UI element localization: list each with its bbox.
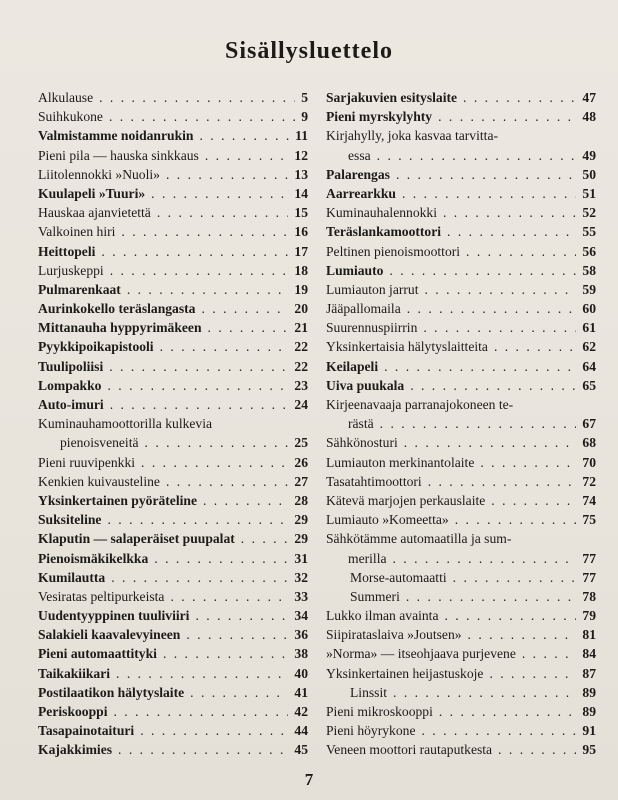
toc-entry [326, 88, 596, 107]
dot-leader [145, 433, 289, 452]
toc-entry-title: Sähkönosturi [326, 435, 398, 451]
toc-entry-title: Tasapainotaituri [38, 723, 135, 739]
toc-entry [38, 491, 308, 510]
toc-entry [38, 222, 308, 241]
toc-entry-page: 18 [294, 262, 308, 278]
toc-entry-page: 89 [582, 704, 596, 719]
toc-entry-page: 65 [582, 377, 596, 393]
toc-entry [38, 337, 308, 356]
toc-entry-page: 33 [294, 588, 308, 604]
toc-entry [38, 261, 308, 280]
toc-entry-title: Hauskaa ajanvietettä [38, 205, 151, 221]
dot-leader [195, 606, 288, 625]
dot-leader [114, 702, 289, 721]
toc-entry-title: Lumiauton jarrut [326, 281, 419, 297]
toc-entry-page: 77 [582, 550, 596, 566]
dot-leader [109, 357, 288, 376]
toc-entry-page: 28 [294, 492, 308, 508]
dot-leader [241, 529, 289, 548]
toc-entry [38, 146, 308, 165]
toc-entry-page: 13 [294, 166, 308, 182]
dot-leader [140, 721, 288, 740]
toc-entry-page: 81 [582, 627, 596, 643]
toc-entry-page: 49 [582, 147, 596, 163]
toc-entry [38, 126, 308, 145]
toc-entry-title: Suurennuspiirrin [326, 320, 418, 336]
toc-entry-page: 25 [294, 435, 308, 451]
toc-entry-title: rästä [348, 416, 374, 432]
dot-leader [186, 625, 288, 644]
dot-leader [455, 510, 577, 529]
toc-entry [326, 587, 596, 606]
toc-entry [326, 606, 596, 625]
toc-entry [326, 184, 596, 203]
dot-leader [410, 376, 576, 395]
toc-entry-title: Pieni mikroskooppi [326, 704, 433, 719]
toc-entry-page: 36 [294, 627, 308, 643]
toc-entry-title: Taikakiikari [38, 665, 111, 681]
dot-leader [384, 357, 576, 376]
toc-entry-page: 32 [294, 569, 308, 585]
toc-entry-page: 40 [294, 665, 308, 681]
toc-entry-title: Pieni myrskylyhty [326, 109, 433, 125]
toc-entry-title: Kätevä marjojen perkauslaite [326, 492, 486, 508]
dot-leader [425, 280, 577, 299]
toc-entry [38, 721, 308, 740]
toc-entry-page: 59 [582, 281, 596, 297]
dot-leader [396, 165, 576, 184]
toc-entry-page: 70 [582, 454, 596, 470]
toc-entry-page: 67 [582, 416, 596, 432]
toc-entry-title: Kuminauhalennokki [326, 205, 437, 221]
toc-entry-title: Pyykkipoikapistooli [38, 339, 154, 355]
toc-entry [38, 203, 308, 222]
dot-leader [402, 184, 576, 203]
toc-entry-title: Jääpallomaila [326, 301, 401, 317]
toc-entry-title: Lumiauto »Komeetta» [326, 512, 449, 528]
toc-entry-title: Postilaatikon hälytyslaite [38, 684, 185, 700]
toc-entry [326, 261, 596, 280]
toc-entry-page: 17 [294, 243, 308, 259]
toc-entry [326, 299, 596, 318]
page-title: Sisällysluettelo [224, 38, 393, 64]
toc-entry-title: Summeri [350, 588, 400, 604]
dot-leader [423, 318, 576, 337]
dot-leader [428, 472, 577, 491]
toc-entry [38, 299, 308, 318]
toc-entry [38, 357, 308, 376]
toc-entry-title: Aarrearkku [326, 185, 396, 201]
dot-leader [453, 568, 577, 587]
toc-entry-page: 38 [294, 646, 308, 662]
toc-entry-page: 56 [582, 243, 596, 259]
toc-entry-page: 44 [294, 723, 308, 739]
toc-entry [38, 587, 308, 606]
dot-leader [205, 146, 289, 165]
toc-entry [38, 376, 308, 395]
toc-entry [38, 549, 308, 568]
dot-leader [166, 472, 288, 491]
toc-entry-page: 16 [294, 224, 308, 240]
toc-entry-title: Uudentyyppinen tuuliviiri [38, 608, 190, 624]
toc-entry [38, 472, 308, 491]
toc-entry-title: Lumiauto [326, 262, 384, 278]
toc-entry-page: 95 [582, 742, 596, 758]
toc-entry-page: 61 [582, 320, 596, 336]
dot-leader [489, 664, 576, 683]
toc-entry [326, 376, 596, 395]
toc-entry-page: 60 [582, 301, 596, 317]
toc-entry-title: Pieni automaattityki [38, 646, 157, 662]
toc-entry [38, 625, 308, 644]
toc-entry-page: 21 [294, 320, 308, 336]
dot-leader [522, 644, 577, 663]
toc-entry [38, 606, 308, 625]
toc-entry [326, 664, 596, 683]
toc-entry [326, 453, 596, 472]
toc-entry-title: Salakieli kaavalevyineen [38, 627, 181, 643]
toc-entry-title: Peltinen pienoismoottori [326, 243, 461, 259]
toc-entry [326, 472, 596, 491]
toc-entry-page: 45 [294, 742, 308, 758]
dot-leader [107, 510, 288, 529]
toc-entry-title: Heittopeli [38, 243, 96, 259]
toc-entry-title: Liitolennokki »Nuoli» [38, 166, 160, 182]
toc-entry-title: Lukko ilman avainta [326, 608, 439, 624]
toc-entry [326, 395, 596, 433]
toc-entry [326, 126, 596, 164]
toc-entry [38, 318, 308, 337]
toc-column-right [326, 88, 596, 760]
toc-entry-title: Tuulipoliisi [38, 358, 104, 374]
toc-entry-title: Siipirataslaiva »Joutsen» [326, 627, 462, 643]
dot-leader [201, 299, 288, 318]
toc-entry [38, 395, 308, 414]
toc-entry-page: 31 [294, 550, 308, 566]
dot-leader [404, 433, 577, 452]
dot-leader [203, 491, 288, 510]
toc-entry-title: Lurjuskeppi [38, 262, 104, 278]
dot-leader [170, 587, 288, 606]
toc-entry [326, 702, 596, 721]
toc-entry-title: merilla [348, 550, 387, 566]
toc-entry-page: 9 [301, 109, 308, 125]
dot-leader [141, 453, 288, 472]
toc-entry-title: Suksiteline [38, 512, 102, 528]
toc-entry [326, 510, 596, 529]
toc-entry-title: Vesiratas peltipurkeista [38, 588, 165, 604]
toc-entry [326, 337, 596, 356]
toc-entry-page: 55 [582, 224, 596, 240]
toc-entry-title: Alkulause [38, 90, 94, 105]
dot-leader [116, 664, 288, 683]
toc-entry-title: Pulmarenkaat [38, 281, 121, 297]
toc-entry-page: 20 [294, 301, 308, 317]
toc-entry [326, 280, 596, 299]
toc-entry [326, 357, 596, 376]
dot-leader [109, 107, 295, 126]
toc-entry-page: 41 [294, 684, 308, 700]
dot-leader [498, 740, 576, 759]
toc-entry [326, 568, 596, 587]
toc-entry-title: Valkoinen hiri [38, 224, 116, 240]
dot-leader [107, 376, 288, 395]
toc-entry-title: Kirjeenavaaja parranajokoneen te- [326, 397, 514, 412]
toc-entry-page: 47 [582, 90, 596, 105]
dot-leader [127, 280, 289, 299]
toc-entry-title: Kajakkimies [38, 742, 113, 758]
toc-entry-page: 72 [582, 473, 596, 489]
dot-leader [445, 606, 577, 625]
toc-entry [326, 318, 596, 337]
toc-entry-page: 11 [295, 128, 308, 144]
toc-entry-page: 75 [582, 512, 596, 528]
page-number: 7 [304, 770, 314, 789]
dot-leader [99, 88, 295, 107]
toc-entry-title: Auto-imuri [38, 397, 104, 412]
dot-leader [110, 395, 289, 414]
toc-entry [38, 510, 308, 529]
toc-entry-page: 91 [582, 723, 596, 739]
toc-entry [38, 664, 308, 683]
toc-entry-page: 15 [294, 205, 308, 221]
toc-entry-title: pienoisveneitä [60, 435, 139, 451]
toc-entry [326, 433, 596, 452]
toc-entry-page: 58 [582, 262, 596, 278]
toc-entry-title: Veneen moottori rautaputkesta [326, 742, 493, 758]
toc-entry [326, 222, 596, 241]
dot-leader [163, 644, 288, 663]
dot-leader [468, 625, 577, 644]
toc-entry-title: Yksinkertainen pyöräteline [38, 492, 197, 508]
dot-leader [463, 88, 576, 107]
dot-leader [494, 337, 576, 356]
toc-entry-title: Sähkötämme automaatilla ja sum- [326, 531, 512, 547]
dot-leader [190, 683, 288, 702]
toc-entry-page: 87 [582, 665, 596, 681]
toc-entry [38, 88, 308, 107]
toc-entry-page: 64 [582, 358, 596, 374]
toc-entry [38, 165, 308, 184]
toc-entry-page: 19 [294, 281, 308, 297]
toc-entry-page: 77 [582, 569, 596, 585]
dot-leader [118, 740, 288, 759]
toc-entry-page: 78 [582, 588, 596, 604]
dot-leader [393, 549, 577, 568]
toc-entry-title: Kumilautta [38, 569, 106, 585]
toc-entry [38, 280, 308, 299]
toc-entry-title: Suihkukone [38, 109, 103, 125]
toc-entry [326, 107, 596, 126]
toc-entry-title: Valmistamme noidanrukin [38, 128, 194, 144]
toc-entry [38, 644, 308, 663]
toc-entry-title: Pieni ruuvipenkki [38, 454, 136, 470]
toc-entry-title: Kuulapeli »Tuuri» [38, 185, 146, 201]
toc-entry [38, 242, 308, 261]
dot-leader [393, 683, 576, 702]
toc-entry-title: Pieni höyrykone [326, 723, 416, 739]
dot-leader [157, 203, 289, 222]
toc-entry-title: Uiva puukala [326, 377, 405, 393]
toc-entry-title: Tasatahtimoottori [326, 473, 422, 489]
toc-entry [38, 107, 308, 126]
toc-entry-title: Periskooppi [38, 704, 108, 719]
toc-entry [326, 625, 596, 644]
toc-entry-title: Pienoismäkikelkka [38, 550, 149, 566]
toc-entry-page: 51 [582, 185, 596, 201]
toc-entry [326, 644, 596, 663]
toc-entry-page: 42 [294, 704, 308, 719]
toc-entry-title: Mittanauha hyppyrimäkeen [38, 320, 202, 336]
toc-entry-title: Yksinkertaisia hälytyslaitteita [326, 339, 488, 355]
toc-entry-page: 52 [582, 205, 596, 221]
dot-leader [380, 414, 577, 433]
toc-entry-page: 89 [582, 684, 596, 700]
dot-leader [466, 242, 576, 261]
toc-entry [38, 683, 308, 702]
toc-entry-title: Keilapeli [326, 358, 379, 374]
toc-entry-page: 14 [294, 185, 308, 201]
toc-entry-page: 34 [294, 608, 308, 624]
toc-entry-page: 12 [294, 147, 308, 163]
toc-entry-page: 48 [582, 109, 596, 125]
toc-entry-page: 29 [294, 531, 308, 547]
dot-leader [447, 222, 576, 241]
toc-entry-page: 22 [294, 358, 308, 374]
toc-entry-title: Yksinkertainen heijastuskoje [326, 665, 484, 681]
dot-leader [389, 261, 576, 280]
toc-entry [38, 414, 308, 452]
toc-entry-title: Morse-automaatti [350, 569, 447, 585]
toc-entry [326, 740, 596, 759]
dot-leader [407, 299, 577, 318]
toc-entry-title: Linssit [350, 684, 388, 700]
dot-leader [438, 107, 576, 126]
toc-entry-title: »Norma» — itseohjaava purjevene [326, 646, 516, 662]
dot-leader [121, 222, 288, 241]
toc-entry-page: 74 [582, 492, 596, 508]
toc-column-left [38, 88, 308, 760]
toc-entry-page: 50 [582, 166, 596, 182]
toc-entry-title: Palarengas [326, 166, 390, 182]
toc-entry-page: 26 [294, 454, 308, 470]
dot-leader [208, 318, 289, 337]
toc-entry [326, 165, 596, 184]
toc-entry [326, 721, 596, 740]
toc-entry [38, 568, 308, 587]
toc-entry [326, 529, 596, 567]
toc-entry [38, 184, 308, 203]
toc-entry-title: Teräslankamoottori [326, 224, 442, 240]
toc-entry-page: 29 [294, 512, 308, 528]
dot-leader [480, 453, 576, 472]
toc-entry [38, 529, 308, 548]
dot-leader [491, 491, 576, 510]
toc-entry-page: 5 [301, 90, 308, 105]
dot-leader [406, 587, 577, 606]
toc-entry-title: Sarjakuvien esityslaite [326, 90, 458, 105]
toc-entry-page: 84 [582, 646, 596, 662]
toc-entry-page: 27 [294, 473, 308, 489]
toc-entry [326, 242, 596, 261]
toc-entry-title: Kenkien kuivausteline [38, 473, 160, 489]
toc-entry-title: Pieni pila — hauska sinkkaus [38, 147, 199, 163]
dot-leader [377, 146, 577, 165]
dot-leader [199, 126, 289, 145]
dot-leader [443, 203, 576, 222]
toc-entry-page: 62 [582, 339, 596, 355]
toc-entry-title: Kuminauhamoottorilla kulkevia [38, 416, 213, 432]
toc-entry [326, 683, 596, 702]
toc-entry-title: essa [348, 147, 371, 163]
dot-leader [110, 261, 289, 280]
toc-entry-page: 68 [582, 435, 596, 451]
dot-leader [154, 549, 288, 568]
toc-entry-title: Lumiauton merkinantolaite [326, 454, 475, 470]
dot-leader [160, 337, 289, 356]
toc-entry [38, 740, 308, 759]
toc-entry-title: Aurinkokello teräslangasta [38, 301, 196, 317]
toc-entry-page: 23 [294, 377, 308, 393]
dot-leader [166, 165, 288, 184]
dot-leader [151, 184, 288, 203]
toc-entry-title: Lompakko [38, 377, 102, 393]
dot-leader [111, 568, 288, 587]
toc-entry-page: 24 [294, 397, 308, 412]
toc-entry [326, 203, 596, 222]
toc-entry-page: 79 [582, 608, 596, 624]
dot-leader [439, 702, 577, 721]
toc-entry-page: 22 [294, 339, 308, 355]
toc-entry [38, 453, 308, 472]
dot-leader [421, 721, 576, 740]
toc-entry [38, 702, 308, 721]
toc-entry-title: Klaputin — salaperäiset puupalat [38, 531, 235, 547]
toc-entry-title: Kirjahylly, joka kasvaa tarvitta- [326, 128, 498, 144]
dot-leader [101, 242, 288, 261]
toc-entry [326, 491, 596, 510]
